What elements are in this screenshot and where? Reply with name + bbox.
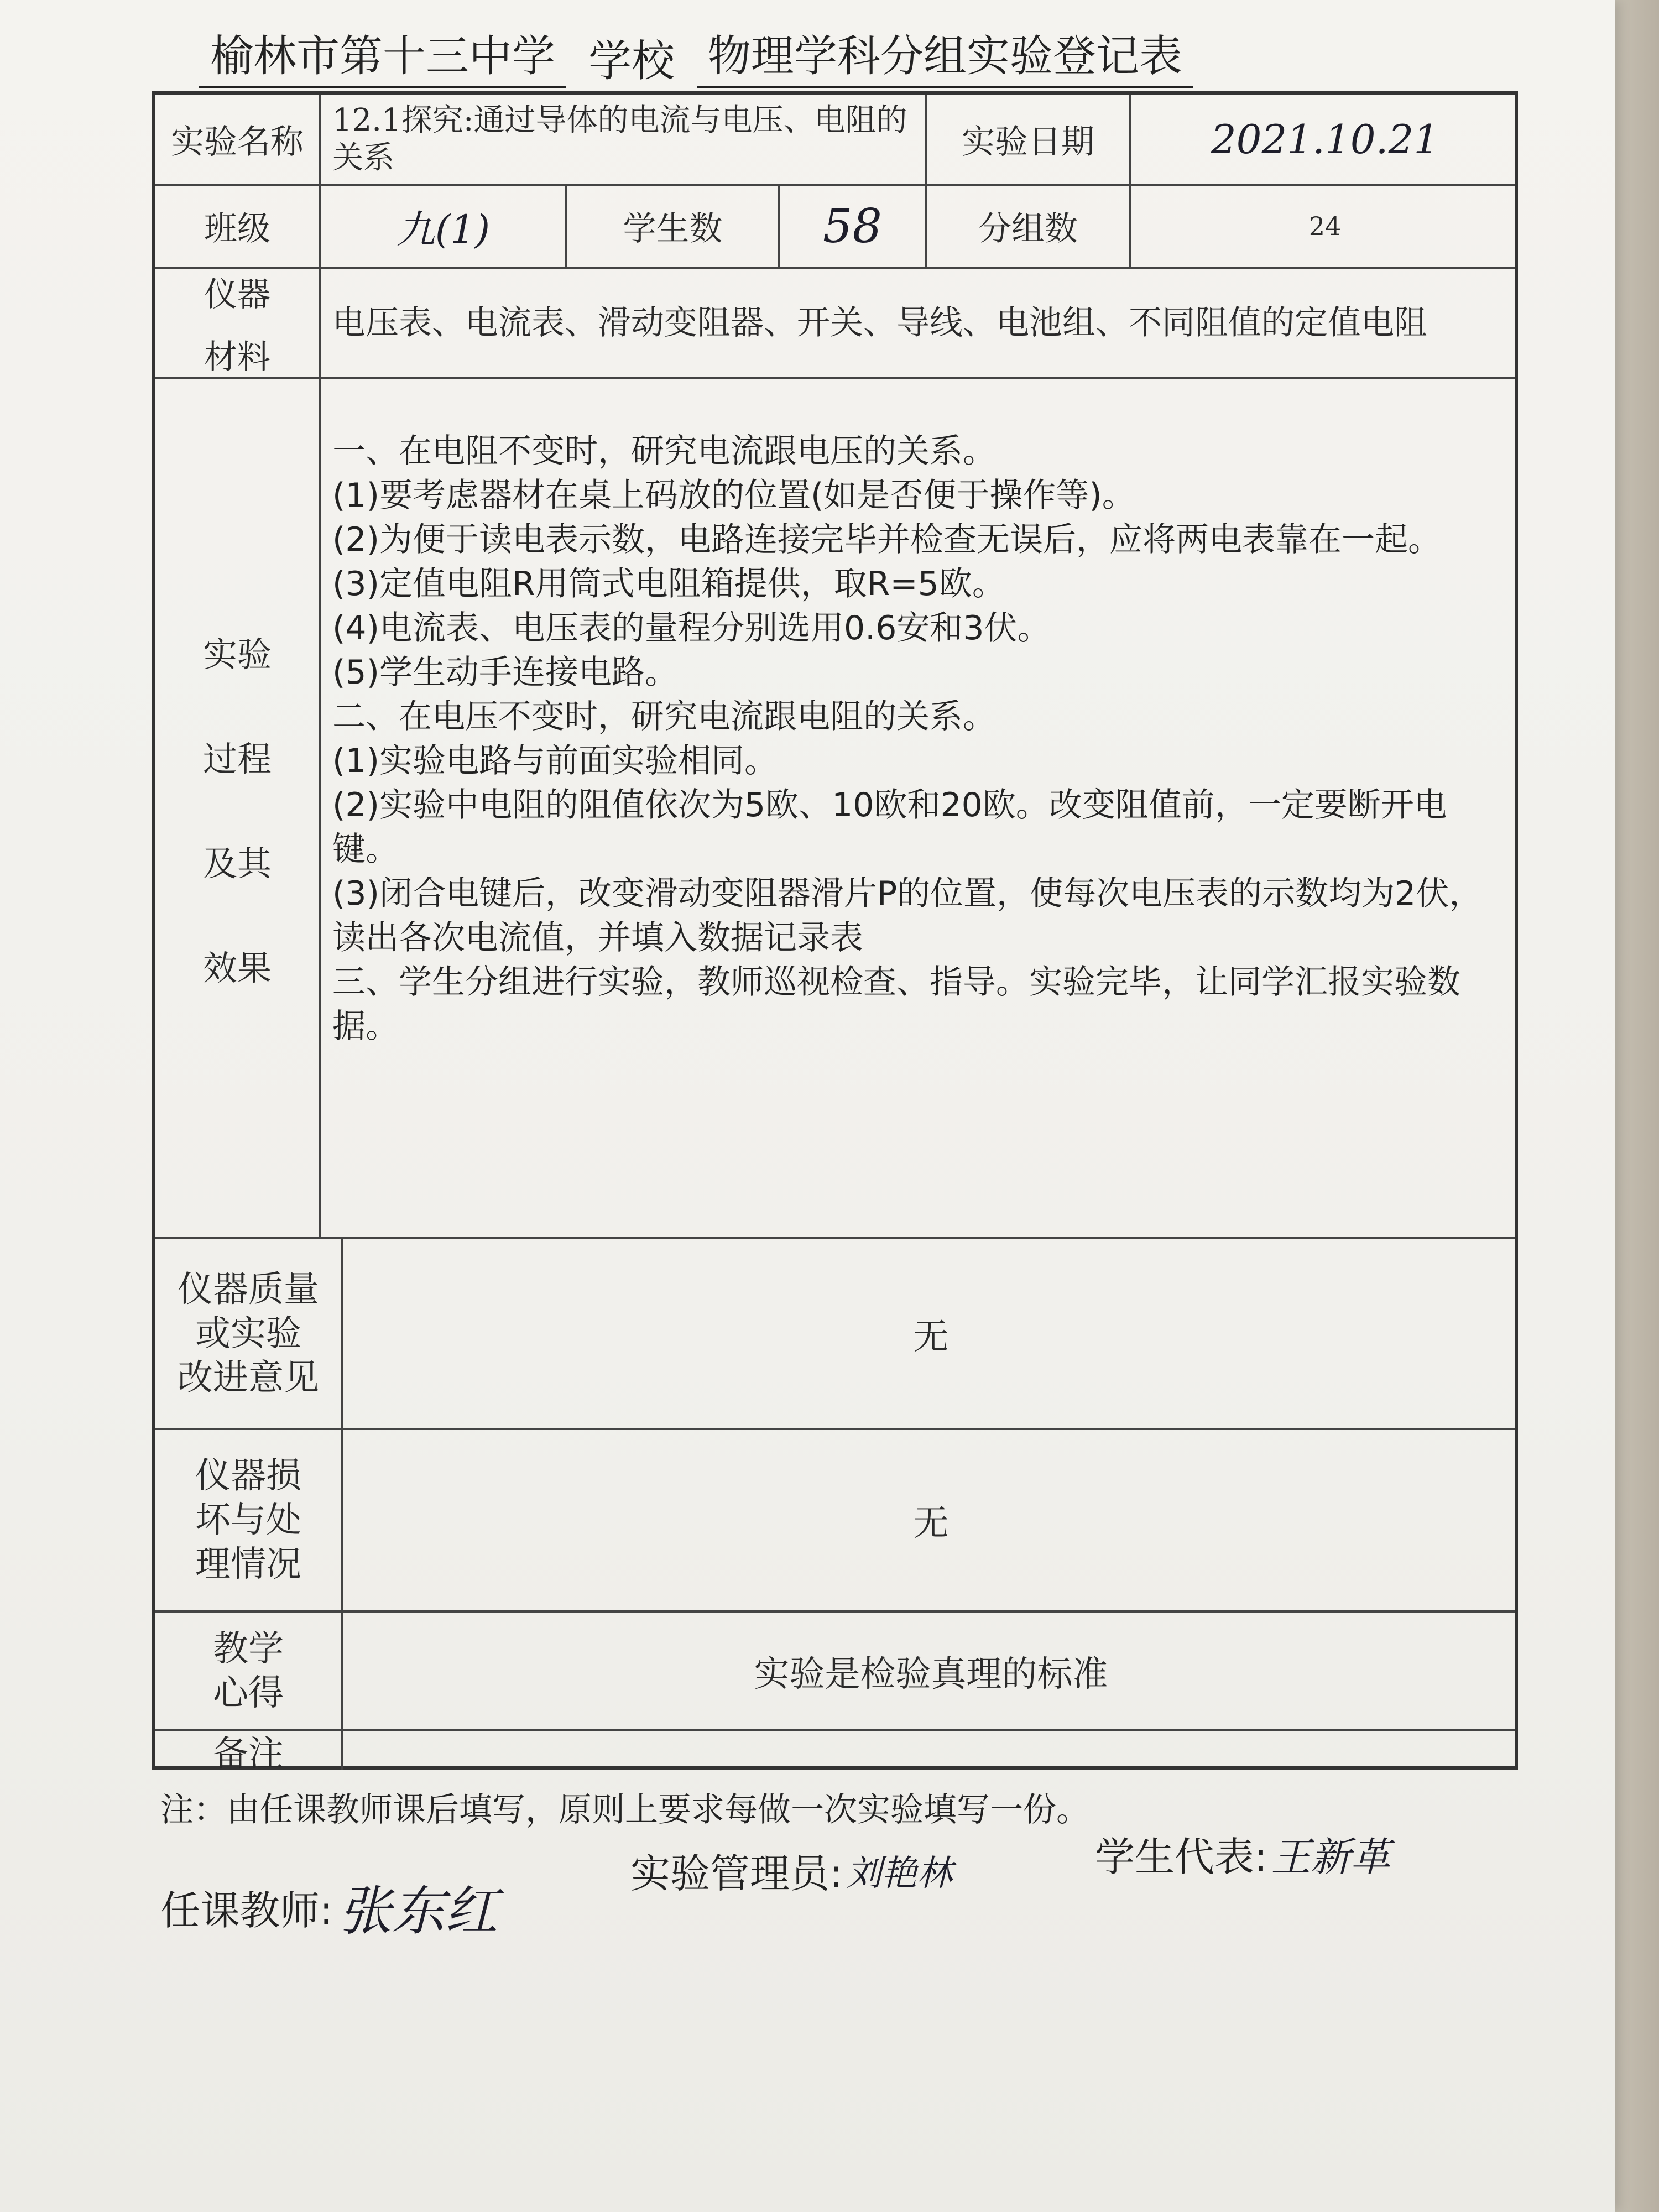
student-rep-signature-block	[1095, 1825, 1390, 1882]
quality-label	[155, 1239, 343, 1428]
insight-label-line-2: 心得	[213, 1672, 284, 1714]
teacher-signature-block	[160, 1869, 498, 1945]
process-line: (1)要考虑器材在桌上码放的位置(如是否便于操作等)。	[332, 476, 1135, 515]
damage-value: 无	[913, 1503, 949, 1544]
admin-label: 实验管理员:	[630, 1850, 843, 1897]
process-line: 三、学生分组进行实验，教师巡视检查、指导。实验完毕，让同学汇报实验数据。	[332, 963, 1460, 1046]
students-label: 学生数	[567, 186, 780, 267]
teacher-label: 任课教师:	[160, 1887, 333, 1934]
groups-label: 分组数	[927, 186, 1131, 267]
row-process	[155, 379, 1515, 1239]
process-text	[332, 429, 1507, 1048]
process-content	[321, 379, 1519, 1237]
remarks-value	[343, 1731, 1519, 1770]
process-line: 一、在电阻不变时，研究电流跟电压的关系。	[332, 432, 996, 471]
quality-value: 无	[913, 1316, 949, 1358]
insight-label-line-1: 教学	[213, 1628, 284, 1670]
row-remarks	[155, 1731, 1515, 1775]
equipment-label	[155, 269, 321, 377]
row-equipment	[155, 269, 1515, 379]
insight-value: 实验是检验真理的标准	[754, 1653, 1108, 1695]
process-line: (3)定值电阻R用筒式电阻箱提供，取R=5欧。	[332, 565, 1005, 603]
admin-signature-block	[630, 1841, 952, 1899]
student-rep-label: 学生代表:	[1095, 1834, 1268, 1880]
equipment-label-line-1: 仪器	[204, 275, 270, 314]
row-insight	[155, 1613, 1515, 1731]
damage-label-line-1: 仪器损	[195, 1455, 301, 1496]
form-header	[199, 22, 1526, 88]
remarks-label: 备注	[155, 1731, 343, 1770]
school-name: 榆林市第十三中学	[199, 22, 566, 88]
process-label-line-3: 及其	[202, 843, 272, 884]
process-label-line-2: 过程	[202, 738, 272, 779]
experiment-name-value: 12.1探究:通过导体的电流与电压、电阻的关系	[321, 95, 927, 184]
admin-signature: 刘艳林	[846, 1853, 953, 1894]
row-damage	[155, 1430, 1515, 1613]
date-value: 2021.10.21	[1211, 116, 1439, 163]
registration-form	[152, 91, 1518, 1775]
row-quality	[155, 1239, 1515, 1430]
quality-label-line-1: 仪器质量	[178, 1269, 319, 1310]
damage-label-line-3: 理情况	[195, 1544, 301, 1585]
process-label-line-4: 效果	[202, 947, 272, 988]
process-line: 二、在电压不变时，研究电流跟电阻的关系。	[332, 697, 996, 736]
groups-value: 24	[1308, 211, 1342, 241]
experiment-name-label: 实验名称	[155, 95, 321, 184]
students-value: 58	[780, 186, 927, 267]
damage-label-line-2: 坏与处	[195, 1500, 301, 1541]
form-title: 物理学科分组实验登记表	[697, 22, 1193, 88]
process-line: (2)为便于读电表示数，电路连接完毕并检查无误后，应将两电表靠在一起。	[332, 520, 1441, 559]
teacher-signature: 张东红	[338, 1880, 498, 1942]
class-value: 九(1)	[321, 186, 567, 267]
process-line: (5)学生动手连接电路。	[332, 653, 678, 692]
damage-label	[155, 1430, 343, 1610]
process-line: (3)闭合电键后，改变滑动变阻器滑片P的位置，使每次电压表的示数均为2伏，读出各次电流值，并填入数据记录表	[332, 874, 1483, 957]
process-line: (1)实验电路与前面实验相同。	[332, 742, 778, 780]
process-line: (4)电流表、电压表的量程分别选用0.6安和3伏。	[332, 609, 1051, 648]
equipment-label-line-2: 材料	[204, 338, 270, 377]
class-label: 班级	[155, 186, 321, 267]
student-rep-signature: 王新革	[1271, 1834, 1391, 1880]
process-label-line-1: 实验	[202, 634, 272, 675]
school-suffix: 学校	[588, 36, 675, 86]
row-experiment-name	[155, 95, 1515, 186]
insight-label	[155, 1613, 343, 1729]
quality-label-line-3: 改进意见	[178, 1357, 319, 1399]
equipment-value: 电压表、电流表、滑动变阻器、开关、导线、电池组、不同阻值的定值电阻	[332, 303, 1427, 342]
process-line: (2)实验中电阻的阻值依次为5欧、10欧和20欧。改变阻值前，一定要断开电键。	[332, 786, 1447, 869]
quality-label-line-2: 或实验	[195, 1313, 301, 1354]
date-label: 实验日期	[927, 95, 1131, 184]
footer-note: 注：由任课教师课后填写，原则上要求每做一次实验填写一份。	[160, 1791, 1089, 1829]
row-class-info	[155, 186, 1515, 269]
process-label	[155, 379, 321, 1237]
signature-area	[160, 1836, 1543, 1947]
